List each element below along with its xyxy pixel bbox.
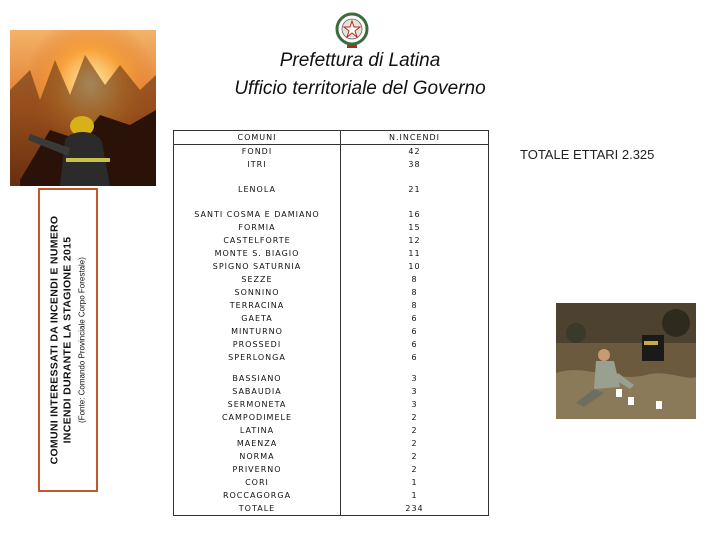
fires-by-municipality-table [173, 130, 489, 516]
cell-comune: FONDI [174, 145, 341, 159]
cell-comune: SABAUDIA [174, 385, 341, 398]
cell-incendi: 2 [341, 424, 489, 437]
cell-incendi: 3 [341, 398, 489, 411]
sidebar-heading-line2: INCENDI DURANTE LA STAGIONE 2015 [61, 236, 74, 444]
table-row [174, 372, 489, 385]
cell-incendi: 38 [341, 158, 489, 171]
cell-incendi: 8 [341, 286, 489, 299]
cell-incendi: 8 [341, 299, 489, 312]
forest-ranger-investigating-photo [556, 303, 696, 419]
table-spacer [174, 196, 489, 208]
cell-comune: CAMPODIMELE [174, 411, 341, 424]
cell-comune: GAETA [174, 312, 341, 325]
col-header-comuni: COMUNI [174, 131, 341, 145]
table-row [174, 450, 489, 463]
table-row [174, 424, 489, 437]
table-row [174, 247, 489, 260]
table-row [174, 411, 489, 424]
page-title-line1: Prefettura di Latina [279, 50, 441, 71]
cell-comune: CORI [174, 476, 341, 489]
cell-comune: SERMONETA [174, 398, 341, 411]
table-row [174, 312, 489, 325]
cell-comune: LATINA [174, 424, 341, 437]
table-row [174, 398, 489, 411]
table-row [174, 221, 489, 234]
cell-incendi: 42 [341, 145, 489, 159]
cell-incendi: 12 [341, 234, 489, 247]
table-spacer [174, 171, 489, 183]
table-row [174, 476, 489, 489]
cell-incendi: 6 [341, 351, 489, 364]
table-row [174, 463, 489, 476]
cell-incendi: 3 [341, 372, 489, 385]
table-row [174, 145, 489, 159]
cell-incendi: 2 [341, 450, 489, 463]
cell-incendi: 10 [341, 260, 489, 273]
cell-comune: NORMA [174, 450, 341, 463]
cell-comune: SONNINO [174, 286, 341, 299]
cell-incendi: 8 [341, 273, 489, 286]
cell-incendi: 1 [341, 489, 489, 502]
cell-comune: ROCCAGORGA [174, 489, 341, 502]
cell-comune: TERRACINA [174, 299, 341, 312]
cell-comune: SPERLONGA [174, 351, 341, 364]
cell-incendi: 15 [341, 221, 489, 234]
cell-comune: MAENZA [174, 437, 341, 450]
table-header-row [174, 131, 489, 145]
cell-comune: SANTI COSMA E DAMIANO [174, 208, 341, 221]
firefighter-with-flames-photo [10, 30, 156, 186]
sidebar-heading-box [38, 188, 98, 492]
cell-incendi: 11 [341, 247, 489, 260]
cell-comune: LENOLA [174, 183, 341, 196]
table-row [174, 234, 489, 247]
table-row [174, 325, 489, 338]
cell-comune: TOTALE [174, 502, 341, 516]
cell-comune: CASTELFORTE [174, 234, 341, 247]
cell-incendi: 1 [341, 476, 489, 489]
cell-incendi: 6 [341, 338, 489, 351]
table-row [174, 158, 489, 171]
cell-comune: ITRI [174, 158, 341, 171]
table-row [174, 286, 489, 299]
table-row [174, 385, 489, 398]
cell-incendi: 6 [341, 325, 489, 338]
table-row [174, 183, 489, 196]
cell-incendi: 234 [341, 502, 489, 516]
cell-comune: SEZZE [174, 273, 341, 286]
table-row [174, 273, 489, 286]
cell-comune: FORMIA [174, 221, 341, 234]
cell-incendi: 21 [341, 183, 489, 196]
sidebar-heading-line1: COMUNI INTERESSATI DA INCENDI E NUMERO [48, 215, 61, 465]
table-row [174, 260, 489, 273]
page-title-line2: Ufficio territoriale del Governo [234, 78, 486, 99]
sidebar-source: (Fonte: Comando Provinciale Corpo Forestale) [77, 257, 87, 423]
cell-comune: BASSIANO [174, 372, 341, 385]
cell-incendi: 2 [341, 463, 489, 476]
cell-incendi: 2 [341, 411, 489, 424]
cell-incendi: 3 [341, 385, 489, 398]
table-row [174, 437, 489, 450]
col-header-incendi: N.INCENDI [341, 131, 489, 145]
cell-comune: SPIGNO SATURNIA [174, 260, 341, 273]
cell-incendi: 16 [341, 208, 489, 221]
cell-comune: PROSSEDI [174, 338, 341, 351]
cell-incendi: 2 [341, 437, 489, 450]
table-row [174, 338, 489, 351]
table-total-row [174, 502, 489, 516]
table-row [174, 208, 489, 221]
total-hectares: TOTALE ETTARI 2.325 [520, 147, 655, 162]
table-row [174, 351, 489, 364]
cell-comune: MONTE S. BIAGIO [174, 247, 341, 260]
italian-republic-emblem-icon [333, 10, 371, 50]
table-spacer [174, 364, 489, 372]
cell-incendi: 6 [341, 312, 489, 325]
cell-comune: PRIVERNO [174, 463, 341, 476]
cell-comune: MINTURNO [174, 325, 341, 338]
table-row [174, 489, 489, 502]
table-row [174, 299, 489, 312]
